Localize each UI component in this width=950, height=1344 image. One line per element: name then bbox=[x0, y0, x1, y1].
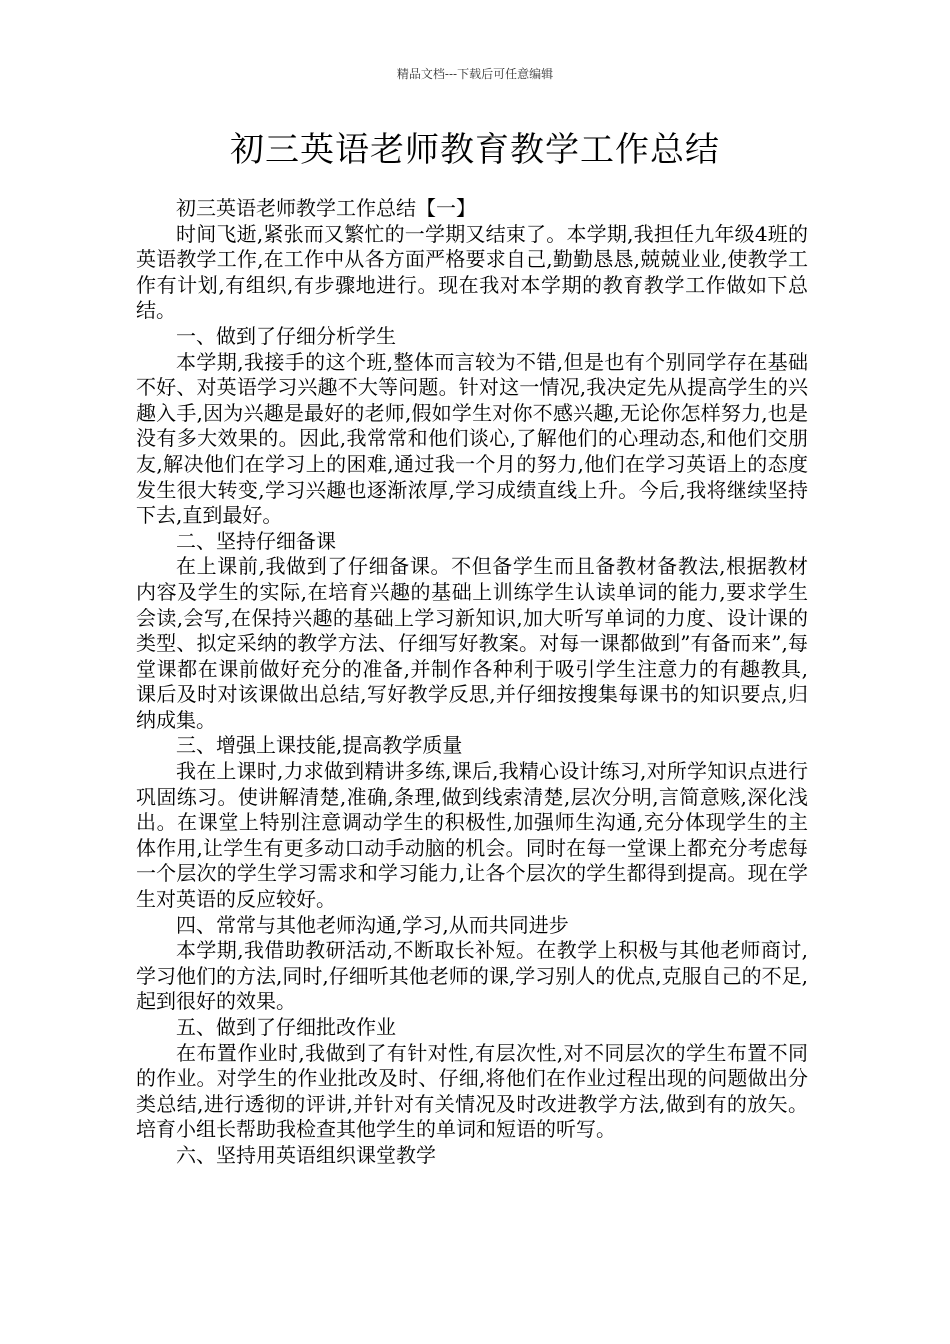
paragraph: 本学期,我接手的这个班,整体而言较为不错,但是也有个别同学存在基础不好、对英语学习兴趣不大等问题。针对这一情况,我决定先从提高学生的兴趣入手,因为兴趣是最好的老师,假如学生对你不感兴趣,无论你怎样努力,也是没有多大效果的。因此,我常常和他们谈心,了解他们的心理动态,和他们交朋友,解决他们在学习上的困难,通过我一个月的努力,他们在学习英语上的态度发生很大转变,学习兴趣也逐渐浓厚,学习成绩直线上升。今后,我将继续坚持下去,直到最好。 bbox=[136, 349, 808, 528]
page-header: 精品文档---下载后可任意编辑 bbox=[396, 67, 554, 81]
section-heading: 三、增强上课技能,提高教学质量 bbox=[176, 733, 463, 758]
paragraph: 我在上课时,力求做到精讲多练,课后,我精心设计练习,对所学知识点进行巩固练习。使讲解清楚,准确,条理,做到线索清楚,层次分明,言简意赅,深化浅出。在课堂上特别注意调动学生的积极性,加强师生沟通,充分体现学生的主体作用,让学生有更多动口动手动脑的机会。同时在每一堂课上都充分考虑每一个层次的学生学习需求和学习能力,让各个层次的学生都得到提高。现在学生对英语的反应较好。 bbox=[136, 759, 808, 912]
section-heading: 二、坚持仔细备课 bbox=[176, 528, 336, 553]
paragraph: 时间飞逝,紧张而又繁忙的一学期又结束了。本学期,我担任九年级4班的英语教学工作,在工作中从各方面严格要求自己,勤勤恳恳,兢兢业业,使教学工作有计划,有组织,有步骤地进行。现在我对本学期的教育教学工作做如下总结。 bbox=[136, 221, 808, 323]
section-heading: 六、坚持用英语组织课堂教学 bbox=[176, 1142, 436, 1167]
subtitle: 初三英语老师教学工作总结【一】 bbox=[176, 196, 476, 220]
document-body bbox=[136, 196, 808, 1169]
paragraph: 本学期,我借助教研活动,不断取长补短。在教学上积极与其他老师商讨,学习他们的方法,同时,仔细听其他老师的课,学习别人的优点,克服自己的不足,起到很好的效果。 bbox=[136, 938, 808, 1014]
section-heading: 五、做到了仔细批改作业 bbox=[176, 1015, 396, 1039]
paragraph: 在上课前,我做到了仔细备课。不但备学生而且备教材备教法,根据教材内容及学生的实际,在培育兴趣的基础上训练学生认读单词的能力,要求学生会读,会写,在保持兴趣的基础上学习新知识,加大听写单词的力度、设计课的类型、拟定采纳的教学方法、仔细写好教案。对每一课都做到”有备而来”,每堂课都在课前做好充分的准备,并制作各种利于吸引学生注意力的有趣教具,课后及时对该课做出总结,写好教学反思,并仔细按搜集每课书的知识要点,归纳成集。 bbox=[136, 554, 808, 732]
section-heading: 一、做到了仔细分析学生 bbox=[176, 323, 396, 348]
paragraph: 在布置作业时,我做到了有针对性,有层次性,对不同层次的学生布置不同的作业。对学生的作业批改及时、仔细,将他们在作业过程出现的问题做出分类总结,进行透彻的评讲,并针对有关情况及时改进教学方法,做到有的放矢。培育小组长帮助我检查其他学生的单词和短语的听写。 bbox=[136, 1040, 808, 1142]
section-heading: 四、常常与其他老师沟通,学习,从而共同进步 bbox=[176, 912, 569, 937]
document-title: 初三英语老师教育教学工作总结 bbox=[230, 130, 720, 170]
